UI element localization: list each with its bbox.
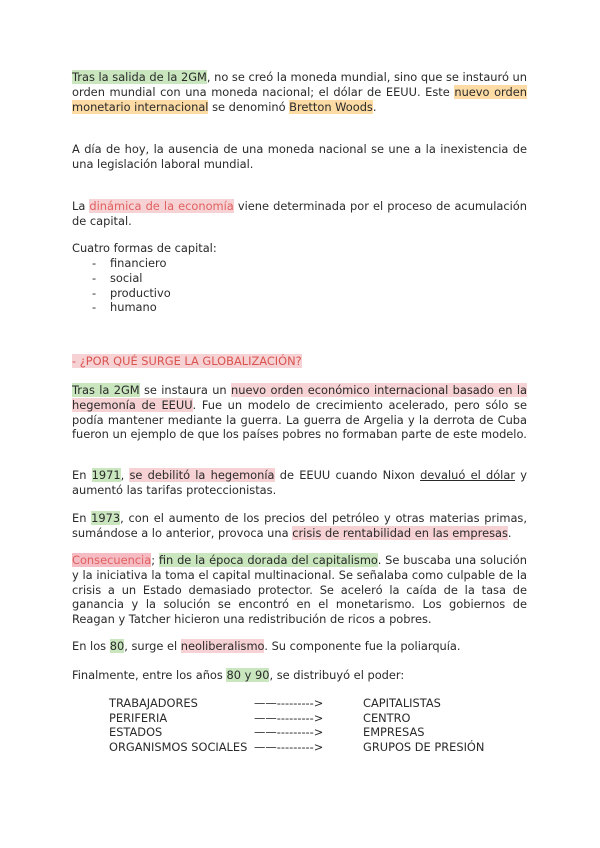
highlight-green: 1973: [91, 511, 121, 525]
highlight-pink: neoliberalismo: [180, 639, 265, 653]
from-cell: PERIFERIA: [109, 711, 168, 725]
paragraph-neoliberalismo: [72, 639, 527, 654]
paragraph-consecuencia: [72, 553, 527, 627]
from-cell: ESTADOS: [109, 725, 163, 739]
to-cell: CAPITALISTAS: [363, 696, 441, 710]
highlight-pink: dinámica de la economía: [89, 199, 234, 213]
list-item: - humano: [92, 300, 171, 315]
paragraph-1973: [72, 511, 527, 541]
from-cell: ORGANISMOS SOCIALES: [109, 740, 248, 754]
arrow-cell: ——--------->: [254, 740, 324, 754]
text: . Su componente fue la poliarquía.: [264, 639, 461, 653]
text: .: [372, 99, 377, 114]
arrow-cell: ——--------->: [254, 711, 324, 725]
text: se denominó: [208, 99, 290, 114]
highlight-green: Tras la salida de la 2GM: [72, 70, 207, 84]
text: ;: [151, 553, 159, 567]
text: , surge el: [124, 639, 181, 653]
text: Finalmente, entre los años: [72, 668, 227, 682]
section-title: [72, 354, 527, 369]
text: , no se creó la moneda mundial, sino que se instauró un orden mundial con una moneda nacional; el dólar de EEUU. Este: [72, 70, 527, 99]
text: . Se buscaba una solución y la iniciativa la toma el capital multinacional. Se señalaba como culpable de la crisis a un Estado demasiado protector. Se aceleró la caída de la tasa de ganancia y la solución se encontró en el monetarismo. Los gobiernos de Reagan y Tatcher hicieron una redistribución de ricos a pobres.: [72, 553, 527, 627]
highlight-red: Consecuencia: [72, 553, 152, 567]
capital-intro: Cuatro formas de capital:: [72, 241, 217, 255]
highlight-green: 80 y 90: [226, 668, 270, 682]
text: , con el aumento de los precios del petróleo y otras materias primas, sumándose a lo anterior, provoca una: [72, 511, 527, 540]
to-cell: EMPRESAS: [363, 725, 425, 739]
text: , se distribuyó el poder:: [269, 668, 405, 682]
capital-list: [92, 256, 171, 315]
text: ,: [120, 468, 130, 482]
paragraph-finalmente: [72, 668, 527, 683]
text: viene determinada por el proceso de acumulación de capital.: [72, 199, 527, 228]
paragraph-1971: [72, 468, 527, 498]
arrow-cell: ——--------->: [254, 696, 324, 710]
underlined-text: devaluó el dólar: [420, 468, 516, 482]
highlight-pink: se debilitó la hegemonía: [129, 468, 275, 482]
text: En los: [72, 639, 110, 653]
paragraph-nuevo-orden: [72, 383, 527, 442]
highlight-orange: Bretton Woods: [289, 99, 373, 114]
from-cell: TRABAJADORES: [109, 696, 198, 710]
list-item: - social: [92, 271, 171, 286]
list-item: - financiero: [92, 256, 171, 271]
text: se instaura un: [139, 383, 231, 397]
highlight-green: 1971: [91, 468, 121, 482]
section-title-text: - ¿POR QUÉ SURGE LA GLOBALIZACIÓN?: [72, 354, 302, 368]
table-row: [109, 725, 529, 740]
paragraph-dinamica: [72, 199, 527, 229]
arrow-cell: ——--------->: [254, 725, 324, 739]
table-row: [109, 711, 529, 726]
highlight-pink: crisis de rentabilidad en las empresas: [292, 525, 508, 540]
to-cell: CENTRO: [363, 711, 411, 725]
paragraph-moneda-nacional: A día de hoy, la ausencia de una moneda nacional se une a la inexistencia de una legislación laboral mundial.: [72, 142, 527, 171]
text: La: [72, 199, 90, 213]
paragraph-bretton-woods: [72, 70, 527, 114]
to-cell: GRUPOS DE PRESIÓN: [363, 740, 485, 754]
list-item: - productivo: [92, 286, 171, 301]
text: En: [72, 468, 92, 482]
text: . Fue un modelo de crecimiento acelerado, pero sólo se podía mantener mediante la guerra. La guerra de Argelia y la derrota de Cuba fueron un ejemplo de que los países pobres no formaban parte de este modelo.: [72, 397, 527, 442]
text: .: [507, 525, 512, 540]
text: En: [72, 511, 92, 525]
text: de EEUU cuando Nixon: [274, 468, 421, 482]
highlight-green: fin de la época dorada del capitalismo: [158, 553, 378, 567]
table-row: [109, 696, 529, 711]
highlight-green: 80: [109, 639, 125, 653]
text: y aumentó las tarifas proteccionistas.: [72, 468, 527, 497]
highlight-orange: nuevo orden monetario internacional: [72, 84, 527, 114]
highlight-green: Tras la 2GM: [72, 383, 140, 397]
table-row: [109, 740, 529, 755]
highlight-pink: nuevo orden económico internacional basado en la hegemonía de EEUU: [72, 383, 528, 412]
